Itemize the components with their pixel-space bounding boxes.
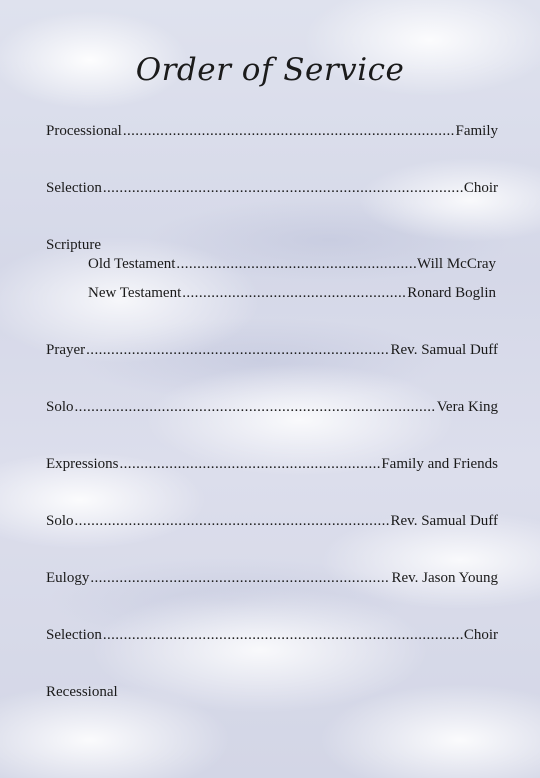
dot-leader <box>75 398 436 416</box>
item-participant: Rev. Samual Duff <box>390 342 498 358</box>
service-item-expressions <box>46 455 498 473</box>
dot-leader <box>123 122 455 140</box>
service-item-prayer <box>46 341 498 359</box>
dot-leader <box>182 284 406 302</box>
dot-leader <box>103 179 463 197</box>
dot-leader <box>103 626 463 644</box>
service-item-old-testament <box>88 255 496 273</box>
service-item-new-testament <box>88 284 496 302</box>
item-participant: Vera King <box>436 399 498 415</box>
item-participant: Choir <box>463 180 498 196</box>
item-label: Selection <box>46 180 102 196</box>
item-label: Solo <box>46 513 74 529</box>
service-item-scripture: Scripture <box>46 237 101 253</box>
service-item-solo <box>46 398 498 416</box>
item-participant: Ronard Boglin <box>407 285 496 301</box>
service-item-recessional: Recessional <box>46 684 118 700</box>
dot-leader <box>75 512 390 530</box>
item-label: New Testament <box>88 285 182 301</box>
item-participant: Will McCray <box>417 256 496 272</box>
dot-leader <box>86 341 389 359</box>
item-label: Selection <box>46 627 102 643</box>
item-participant: Family <box>455 123 498 139</box>
item-label: Eulogy <box>46 570 90 586</box>
item-label: Old Testament <box>88 256 176 272</box>
service-item-processional <box>46 122 498 140</box>
item-label: Prayer <box>46 342 86 358</box>
dot-leader <box>90 569 390 587</box>
service-item-selection <box>46 179 498 197</box>
item-label: Processional <box>46 123 122 139</box>
item-participant: Family and Friends <box>381 456 498 472</box>
dot-leader <box>176 255 416 273</box>
item-label: Expressions <box>46 456 119 472</box>
page-title: Order of Service <box>135 52 405 88</box>
service-item-solo-2 <box>46 512 498 530</box>
service-item-selection-2 <box>46 626 498 644</box>
item-participant: Choir <box>463 627 498 643</box>
service-item-eulogy <box>46 569 498 587</box>
item-label: Solo <box>46 399 74 415</box>
item-participant: Rev. Samual Duff <box>390 513 498 529</box>
item-participant: Rev. Jason Young <box>391 570 498 586</box>
dot-leader <box>120 455 381 473</box>
